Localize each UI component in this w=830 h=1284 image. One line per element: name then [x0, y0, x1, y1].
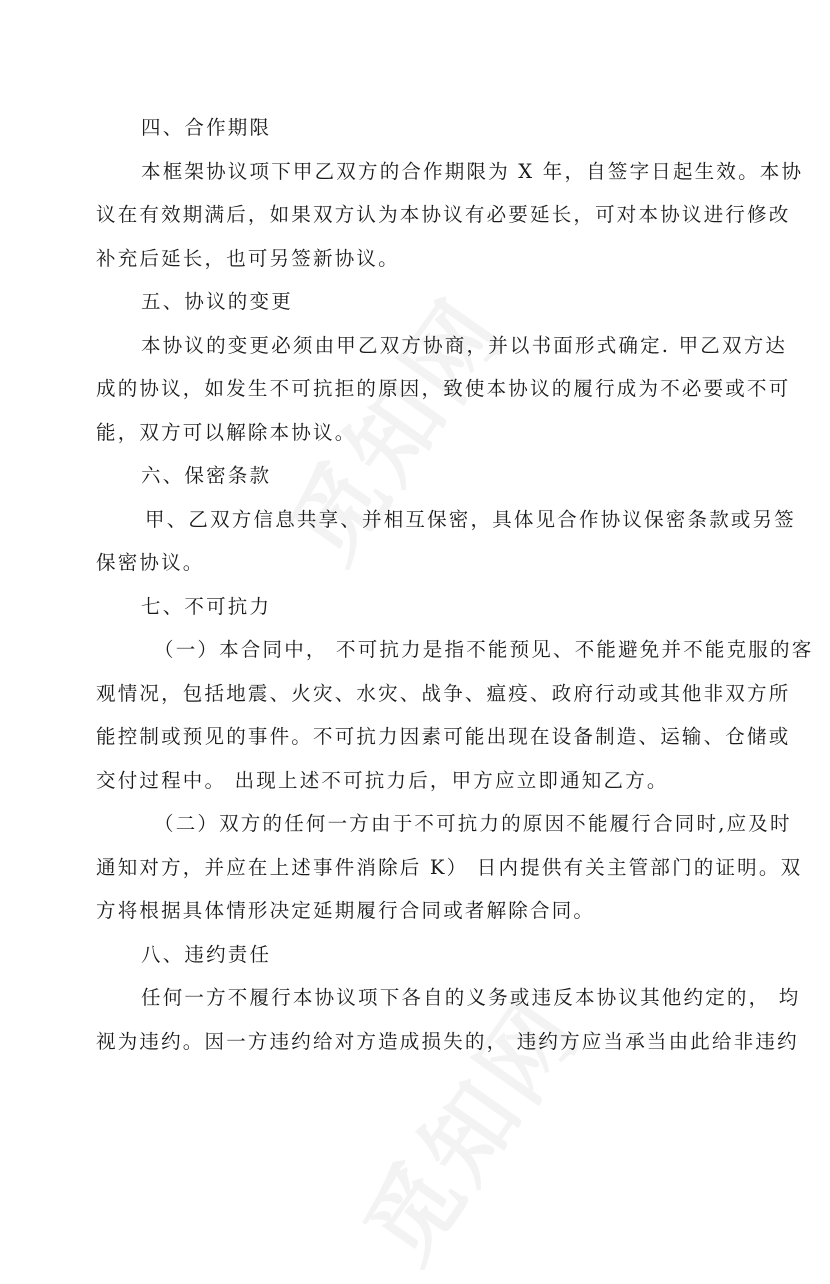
- section-heading: 七、不可抗力: [141, 594, 272, 618]
- paragraph-line: 议在有效期满后，如果双方认为本协议有必要延长，可对本协议进行修改: [96, 203, 791, 226]
- paragraph-line: 成的协议，如发生不可抗拒的原因，致使本协议的履行成为不必要或不可: [96, 377, 791, 400]
- section-heading: 六、保密条款: [141, 464, 272, 487]
- paragraph-line: 任何一方不履行本协议项下各自的义务或违反本协议其他约定的， 均: [141, 986, 801, 1009]
- paragraph-line: 能，双方可以解除本协议。: [96, 420, 357, 444]
- paragraph-line: 保密协议。: [96, 551, 205, 574]
- paragraph-line: 本框架协议项下甲乙双方的合作期限为 X 年，自签字日起生效。本协: [141, 159, 804, 183]
- section-heading: 四、合作期限: [141, 116, 272, 139]
- paragraph-line: （二）双方的任何一方由于不可抗力的原因不能履行合同时,应及时: [154, 812, 792, 835]
- document-body: [96, 106, 814, 1063]
- paragraph-line: 甲、乙双方信息共享、并相互保密，具体见合作协议保密条款或另签: [145, 507, 797, 531]
- paragraph-line: 本协议的变更必须由甲乙双方协商，并以书面形式确定. 甲乙双方达: [141, 333, 788, 357]
- paragraph-line: （一）本合同中， 不可抗力是指不能预见、不能避免并不能克服的客: [154, 638, 814, 661]
- section-heading: 八、违约责任: [141, 942, 272, 966]
- paragraph-line: 通知对方，并应在上述事件消除后 K） 日内提供有关主管部门的证明。双: [96, 855, 803, 879]
- paragraph-line: 交付过程中。 出现上述不可抗力后，甲方应立即通知乙方。: [96, 768, 669, 792]
- paragraph-line: 能控制或预见的事件。不可抗力因素可能出现在设备制造、运输、仓储或: [96, 725, 791, 748]
- paragraph-line: 视为违约。因一方违约给对方造成损失的， 违约方应当承当由此给非违约: [96, 1029, 799, 1053]
- section-heading: 五、协议的变更: [141, 290, 293, 313]
- paragraph-line: 方将根据具体情形决定延期履行合同或者解除合同。: [96, 899, 596, 922]
- paragraph-line: 补充后延长，也可另签新协议。: [96, 246, 400, 270]
- paragraph-line: 观情况，包括地震、火灾、水灾、战争、瘟疫、政府行动或其他非双方所: [96, 681, 791, 705]
